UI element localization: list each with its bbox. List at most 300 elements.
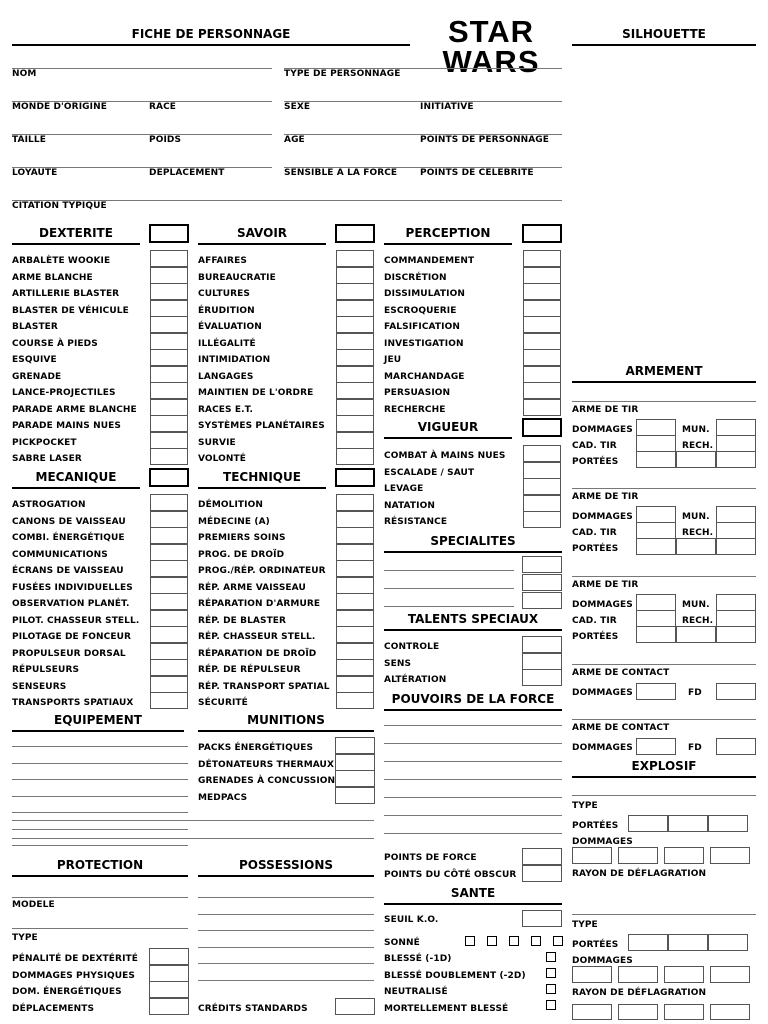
explosif-portee-box[interactable] [668, 934, 708, 951]
pouvoir-line[interactable] [384, 761, 562, 762]
arme-contact-label: ARME DE CONTACT [572, 723, 670, 733]
dexterite-skill-box[interactable] [150, 250, 188, 267]
dommages-label: DOMMAGES [572, 425, 633, 435]
rech-box[interactable] [716, 610, 756, 627]
technique-attribute-box[interactable] [335, 468, 375, 487]
technique-skill: RÉP. DE RÉPULSEUR [198, 665, 301, 675]
mecanique-skill-box[interactable] [150, 692, 188, 709]
cad-tir-box[interactable] [636, 435, 676, 452]
dexterite-skill-box[interactable] [150, 283, 188, 300]
mecanique-attribute-box[interactable] [149, 468, 189, 487]
mecanique-skill: SENSEURS [12, 681, 67, 692]
explosif-dommages-box[interactable] [572, 966, 612, 983]
talent-box[interactable] [522, 669, 562, 686]
dexterite-skill-box[interactable] [150, 432, 188, 449]
mecanique-skill: ÉCRANS DE VAISSEAU [12, 566, 124, 576]
perception-skill: JEU [384, 355, 402, 365]
portee-box[interactable] [636, 626, 676, 643]
initiative-label: INITIATIVE [420, 102, 474, 112]
perception-skill-box[interactable] [523, 382, 561, 399]
cad-tir-label: CAD. TIR [572, 616, 617, 626]
dexterite-skill-box[interactable] [150, 399, 188, 416]
pouvoir-line[interactable] [384, 725, 562, 726]
write-line[interactable] [12, 134, 272, 135]
mecanique-skill-box[interactable] [150, 610, 188, 627]
perception-underline [384, 243, 512, 245]
mun-label: MUN. [682, 600, 710, 610]
munition-label: MEDPACS [198, 792, 248, 803]
vigueur-skill: NATATION [384, 500, 435, 511]
dexterite-skill: GRENADE [12, 371, 62, 382]
perception-skill-box[interactable] [523, 250, 561, 267]
equipement-underline [12, 730, 184, 732]
credits-label: CRÉDITS STANDARDS [198, 1004, 308, 1014]
mecanique-skill-box[interactable] [150, 527, 188, 544]
savoir-skill-box[interactable] [336, 366, 374, 383]
vigueur-skill: LEVAGE [384, 484, 424, 494]
protection-underline [12, 875, 188, 877]
equipement-line[interactable] [12, 845, 188, 846]
mecanique-title: MECANIQUE [35, 470, 117, 484]
talent-box[interactable] [522, 636, 562, 653]
savoir-skill: INTIMIDATION [198, 355, 271, 365]
technique-skill-box[interactable] [336, 560, 374, 577]
pouvoir-line[interactable] [384, 833, 562, 834]
portee-box[interactable] [636, 451, 676, 468]
dexterite-skill: SABRE LASER [12, 454, 82, 464]
points-force-label: POINTS DE FORCE [384, 853, 477, 863]
explosif-line[interactable] [572, 914, 756, 915]
perception-skill: PERSUASION [384, 388, 451, 398]
savoir-skill: RACES E.T. [198, 404, 254, 415]
explosif-dommages-box[interactable] [664, 847, 704, 864]
dexterite-skill-box[interactable] [150, 349, 188, 366]
dommages-box[interactable] [636, 594, 676, 611]
portees-label: PORTÉES [572, 457, 619, 467]
poids-label: POIDS [149, 135, 182, 145]
equipement-line[interactable] [12, 829, 188, 830]
protection-stat-box[interactable] [149, 965, 189, 982]
mecanique-skill: TRANSPORTS SPATIAUX [12, 698, 134, 708]
explosif-rayon-box[interactable] [572, 1004, 612, 1020]
points-force-box[interactable] [522, 848, 562, 865]
fd-box[interactable] [716, 738, 756, 755]
technique-skill-box[interactable] [336, 659, 374, 676]
savoir-skill-box[interactable] [336, 399, 374, 416]
write-line[interactable] [12, 68, 272, 69]
blesse-checkbox[interactable] [546, 952, 556, 962]
technique-skill: RÉPARATION D'ARMURE [198, 599, 321, 609]
savoir-underline [198, 243, 326, 245]
possession-line[interactable] [198, 914, 374, 915]
credits-box[interactable] [335, 998, 375, 1015]
savoir-skill-box[interactable] [336, 283, 374, 300]
explosif-portee-box[interactable] [708, 815, 748, 832]
explosif-portees-label: PORTÉES [572, 821, 619, 831]
equipement-line[interactable] [12, 820, 374, 821]
perception-skill-box[interactable] [523, 399, 561, 416]
specialite-line[interactable] [384, 606, 514, 607]
portees-label: PORTÉES [572, 632, 619, 642]
loyaute-label: LOYAUTE [12, 168, 58, 178]
explosif-dommages-box[interactable] [710, 966, 750, 983]
dommages-label: DOMMAGES [572, 512, 633, 522]
title-underline [12, 44, 410, 46]
dommages-box[interactable] [636, 419, 676, 436]
sonne-checkbox[interactable] [465, 936, 475, 946]
possession-line[interactable] [198, 947, 374, 948]
perception-skill: DISSIMULATION [384, 289, 465, 299]
savoir-skill-box[interactable] [336, 382, 374, 399]
dexterite-skill-box[interactable] [150, 300, 188, 317]
vigueur-skill-box[interactable] [523, 478, 561, 495]
silhouette-underline [572, 44, 756, 46]
technique-skill-box[interactable] [336, 610, 374, 627]
technique-skill-box[interactable] [336, 494, 374, 511]
perception-skill: DISCRÉTION [384, 272, 447, 283]
mortellement-checkbox[interactable] [546, 1000, 556, 1010]
explosif-dommages-label: DOMMAGES [572, 956, 633, 966]
neutralise-checkbox[interactable] [546, 984, 556, 994]
dexterite-skill: ARBALÈTE WOOKIE [12, 256, 111, 266]
technique-skill-box[interactable] [336, 626, 374, 643]
specialite-line[interactable] [384, 588, 514, 589]
mecanique-underline [12, 487, 140, 489]
savoir-skill-box[interactable] [336, 448, 374, 465]
protection-stat-label: DÉPLACEMENTS [12, 1003, 95, 1014]
possession-line[interactable] [198, 897, 374, 898]
explosif-rayon-label: RAYON DE DÉFLAGRATION [572, 988, 707, 998]
dexterite-skill-box[interactable] [150, 316, 188, 333]
dommages-box[interactable] [636, 506, 676, 523]
explosif-type-label: TYPE [572, 920, 598, 930]
nom-label: NOM [12, 69, 37, 79]
dexterite-skill: PARADE ARME BLANCHE [12, 404, 137, 415]
dommages-box[interactable] [636, 683, 676, 700]
perception-skill-box[interactable] [523, 333, 561, 350]
technique-title: TECHNIQUE [223, 470, 301, 484]
mecanique-skill-box[interactable] [150, 593, 188, 610]
monde-label: MONDE D'ORIGINE [12, 102, 107, 112]
dexterite-skill: BLASTER [12, 322, 58, 332]
technique-skill-box[interactable] [336, 676, 374, 693]
dommages-box[interactable] [636, 738, 676, 755]
perception-skill: ESCROQUERIE [384, 305, 457, 316]
equipement-line[interactable] [12, 746, 188, 747]
equipement-line[interactable] [12, 796, 188, 797]
modele-label: MODELE [12, 900, 55, 910]
possessions-underline [198, 875, 374, 877]
equipement-line[interactable] [12, 838, 374, 839]
savoir-skill-box[interactable] [336, 415, 374, 432]
protection-title: PROTECTION [56, 858, 144, 872]
race-label: RACE [149, 102, 177, 112]
fd-box[interactable] [716, 683, 756, 700]
dexterite-skill-box[interactable] [150, 448, 188, 465]
type-label: TYPE DE PERSONNAGE [284, 69, 401, 79]
portee-box[interactable] [676, 451, 716, 468]
cad-tir-label: CAD. TIR [572, 441, 617, 451]
vigueur-skill-box[interactable] [523, 462, 561, 479]
dexterite-skill-box[interactable] [150, 366, 188, 383]
perception-skill-box[interactable] [523, 300, 561, 317]
sante-state-label: SONNÉ [384, 938, 420, 948]
mecanique-skill: RÉPULSEURS [12, 665, 80, 675]
armement-title: ARMEMENT [625, 364, 703, 378]
write-line[interactable] [12, 897, 188, 898]
munition-label: GRENADES À CONCUSSION [198, 776, 336, 786]
write-line[interactable] [12, 928, 188, 929]
munition-box[interactable] [335, 787, 375, 804]
sante-state-label: NEUTRALISÉ [384, 987, 448, 997]
mecanique-skill: COMMUNICATIONS [12, 549, 108, 560]
cad-tir-box[interactable] [636, 610, 676, 627]
portee-box[interactable] [676, 538, 716, 555]
technique-skill: DÉMOLITION [198, 500, 263, 510]
rech-label: RECH. [682, 441, 714, 451]
arme-line[interactable] [572, 488, 756, 489]
dexterite-skill: ARME BLANCHE [12, 272, 93, 283]
equipement-title: EQUIPEMENT [54, 713, 142, 727]
protection-stat-box[interactable] [149, 948, 189, 965]
dexterite-skill: BLASTER DE VÉHICULE [12, 305, 129, 316]
mecanique-skill-box[interactable] [150, 494, 188, 511]
perception-skill-box[interactable] [523, 267, 561, 284]
dexterite-skill-box[interactable] [150, 415, 188, 432]
mun-box[interactable] [716, 419, 756, 436]
specialite-line[interactable] [384, 570, 514, 571]
mun-label: MUN. [682, 425, 710, 435]
dexterite-skill-box[interactable] [150, 382, 188, 399]
dexterite-attribute-box[interactable] [149, 224, 189, 243]
blesse-double-checkbox[interactable] [546, 968, 556, 978]
rech-box[interactable] [716, 522, 756, 539]
sonne-checkbox[interactable] [553, 936, 563, 946]
citation-label: CITATION TYPIQUE [12, 201, 107, 211]
munition-box[interactable] [335, 754, 375, 771]
explosif-portees-label: PORTÉES [572, 940, 619, 950]
mecanique-skill-box[interactable] [150, 626, 188, 643]
technique-skill-box[interactable] [336, 527, 374, 544]
rech-label: RECH. [682, 616, 714, 626]
perception-attribute-box[interactable] [522, 224, 562, 243]
dexterite-skill-box[interactable] [150, 333, 188, 350]
explosif-portee-box[interactable] [628, 815, 668, 832]
rech-box[interactable] [716, 435, 756, 452]
mecanique-skill-box[interactable] [150, 659, 188, 676]
possession-line[interactable] [198, 980, 374, 981]
savoir-skill-box[interactable] [336, 250, 374, 267]
talent-label: CONTROLE [384, 642, 440, 652]
vigueur-title: VIGUEUR [417, 420, 479, 434]
explosif-rayon-box[interactable] [664, 1004, 704, 1020]
vigueur-skill-box[interactable] [523, 445, 561, 462]
explosif-portee-box[interactable] [708, 934, 748, 951]
sonne-checkbox[interactable] [509, 936, 519, 946]
sante-state-label: BLESSÉ DOUBLEMENT (-2D) [384, 971, 526, 981]
protection-stat-box[interactable] [149, 998, 189, 1015]
sexe-label: SEXE [284, 102, 311, 112]
seuil-box[interactable] [522, 910, 562, 927]
savoir-skill: SURVIE [198, 437, 236, 448]
explosif-dommages-box[interactable] [664, 966, 704, 983]
dommages-label: DOMMAGES [572, 743, 633, 753]
savoir-skill: VOLONTÉ [198, 454, 247, 464]
dexterite-skill: COURSE À PIEDS [12, 338, 98, 349]
dommages-label: DOMMAGES [572, 600, 633, 610]
explosif-rayon-box[interactable] [618, 1004, 658, 1020]
technique-skill-box[interactable] [336, 544, 374, 561]
pouvoir-line[interactable] [384, 779, 562, 780]
arme-line[interactable] [572, 719, 756, 720]
age-label: AGE [284, 135, 305, 145]
perception-skill-box[interactable] [523, 316, 561, 333]
savoir-attribute-box[interactable] [335, 224, 375, 243]
arme-line[interactable] [572, 576, 756, 577]
explosif-dommages-box[interactable] [618, 966, 658, 983]
possession-line[interactable] [198, 963, 374, 964]
portee-box[interactable] [716, 451, 756, 468]
portee-box[interactable] [716, 538, 756, 555]
dexterite-skill: LANCE-PROJECTILES [12, 388, 116, 398]
dexterite-skill: ARTILLERIE BLASTER [12, 289, 120, 299]
specialite-box[interactable] [522, 592, 562, 609]
perception-skill-box[interactable] [523, 283, 561, 300]
pouvoir-line[interactable] [384, 815, 562, 816]
mecanique-skill-box[interactable] [150, 560, 188, 577]
mecanique-skill-box[interactable] [150, 643, 188, 660]
sante-state-label: MORTELLEMENT BLESSÉ [384, 1004, 509, 1014]
explosif-portee-box[interactable] [668, 815, 708, 832]
vigueur-skill: RÉSISTANCE [384, 517, 448, 527]
explosif-dommages-box[interactable] [710, 847, 750, 864]
taille-label: TAILLE [12, 135, 46, 145]
protection-stat-label: DOM. ÉNERGÉTIQUES [12, 987, 122, 997]
specialite-box[interactable] [522, 574, 562, 591]
mun-box[interactable] [716, 594, 756, 611]
explosif-dommages-box[interactable] [572, 847, 612, 864]
savoir-skill: MAINTIEN DE L'ORDRE [198, 388, 314, 398]
mecanique-skill-box[interactable] [150, 676, 188, 693]
perception-skill: INVESTIGATION [384, 338, 464, 349]
specialites-title: SPECIALITES [430, 534, 516, 548]
equipement-line[interactable] [12, 779, 188, 780]
seuil-label: SEUIL K.O. [384, 915, 439, 925]
technique-skill-box[interactable] [336, 511, 374, 528]
munition-box[interactable] [335, 737, 375, 754]
mecanique-skill-box[interactable] [150, 511, 188, 528]
cad-tir-box[interactable] [636, 522, 676, 539]
vigueur-attribute-box[interactable] [522, 418, 562, 437]
sante-underline [384, 903, 562, 905]
sonne-checkbox[interactable] [487, 936, 497, 946]
vigueur-skill: COMBAT À MAINS NUES [384, 451, 506, 461]
equipement-line[interactable] [12, 763, 188, 764]
points-celebrite-label: POINTS DE CELEBRITE [420, 168, 534, 178]
write-line[interactable] [284, 68, 562, 69]
vigueur-skill-box[interactable] [523, 495, 561, 512]
savoir-skill-box[interactable] [336, 267, 374, 284]
explosif-dommages-box[interactable] [618, 847, 658, 864]
fd-label: FD [688, 743, 702, 753]
perception-skill-box[interactable] [523, 366, 561, 383]
logo-line2: WARS [442, 44, 540, 76]
explosif-portee-box[interactable] [628, 934, 668, 951]
perception-skill: FALSIFICATION [384, 322, 460, 332]
portee-box[interactable] [676, 626, 716, 643]
savoir-skill: SYSTÈMES PLANÉTAIRES [198, 421, 325, 431]
pouvoir-line[interactable] [384, 797, 562, 798]
dexterite-skill: PARADE MAINS NUES [12, 421, 121, 431]
cad-tir-label: CAD. TIR [572, 528, 617, 538]
arme-tir-label: ARME DE TIR [572, 405, 639, 415]
mun-box[interactable] [716, 506, 756, 523]
vigueur-skill-box[interactable] [523, 511, 561, 528]
savoir-skill: ILLÉGALITÉ [198, 338, 256, 349]
technique-skill: RÉP. TRANSPORT SPATIAL [198, 681, 330, 692]
technique-skill-box[interactable] [336, 577, 374, 594]
mecanique-skill: COMBI. ÉNERGÉTIQUE [12, 533, 125, 543]
portee-box[interactable] [716, 626, 756, 643]
portee-box[interactable] [636, 538, 676, 555]
technique-skill-box[interactable] [336, 593, 374, 610]
technique-skill: RÉP. DE BLASTER [198, 615, 287, 626]
mecanique-skill-box[interactable] [150, 577, 188, 594]
dexterite-skill-box[interactable] [150, 267, 188, 284]
technique-skill-box[interactable] [336, 692, 374, 709]
technique-skill: RÉPARATION DE DROÏD [198, 648, 317, 659]
savoir-skill-box[interactable] [336, 333, 374, 350]
arme-line[interactable] [572, 664, 756, 665]
specialites-underline [384, 551, 562, 553]
perception-skill-box[interactable] [523, 349, 561, 366]
dexterite-title: DEXTERITE [39, 226, 113, 240]
explosif-rayon-box[interactable] [710, 1004, 750, 1020]
technique-underline [198, 487, 326, 489]
munition-label: PACKS ÉNERGÉTIQUES [198, 743, 314, 753]
explosif-line[interactable] [572, 795, 756, 796]
equipement-line[interactable] [12, 812, 188, 813]
savoir-skill-box[interactable] [336, 300, 374, 317]
technique-skill: MÉDECINE (A) [198, 516, 270, 527]
protection-stat-label: PÉNALITÉ DE DEXTÉRITÉ [12, 954, 139, 964]
sonne-checkbox[interactable] [531, 936, 541, 946]
munitions-underline [198, 730, 374, 732]
points-obscur-box[interactable] [522, 865, 562, 882]
savoir-skill-box[interactable] [336, 349, 374, 366]
savoir-skill-box[interactable] [336, 316, 374, 333]
technique-skill: PREMIERS SOINS [198, 533, 286, 543]
type-label: TYPE [12, 933, 38, 943]
arme-line[interactable] [572, 401, 756, 402]
mecanique-skill: FUSÉES INDIVIDUELLES [12, 582, 133, 593]
technique-skill: PROG. DE DROÏD [198, 549, 285, 560]
possession-line[interactable] [198, 930, 374, 931]
perception-skill: RECHERCHE [384, 404, 446, 415]
savoir-skill-box[interactable] [336, 432, 374, 449]
technique-skill: PROG./RÉP. ORDINATEUR [198, 566, 326, 576]
mecanique-skill: CANONS DE VAISSEAU [12, 516, 126, 527]
pouvoir-line[interactable] [384, 743, 562, 744]
technique-skill-box[interactable] [336, 643, 374, 660]
munition-box[interactable] [335, 770, 375, 787]
protection-stat-box[interactable] [149, 981, 189, 998]
talent-box[interactable] [522, 653, 562, 670]
rech-label: RECH. [682, 528, 714, 538]
arme-contact-label: ARME DE CONTACT [572, 668, 670, 678]
mecanique-skill-box[interactable] [150, 544, 188, 561]
specialite-box[interactable] [522, 556, 562, 573]
